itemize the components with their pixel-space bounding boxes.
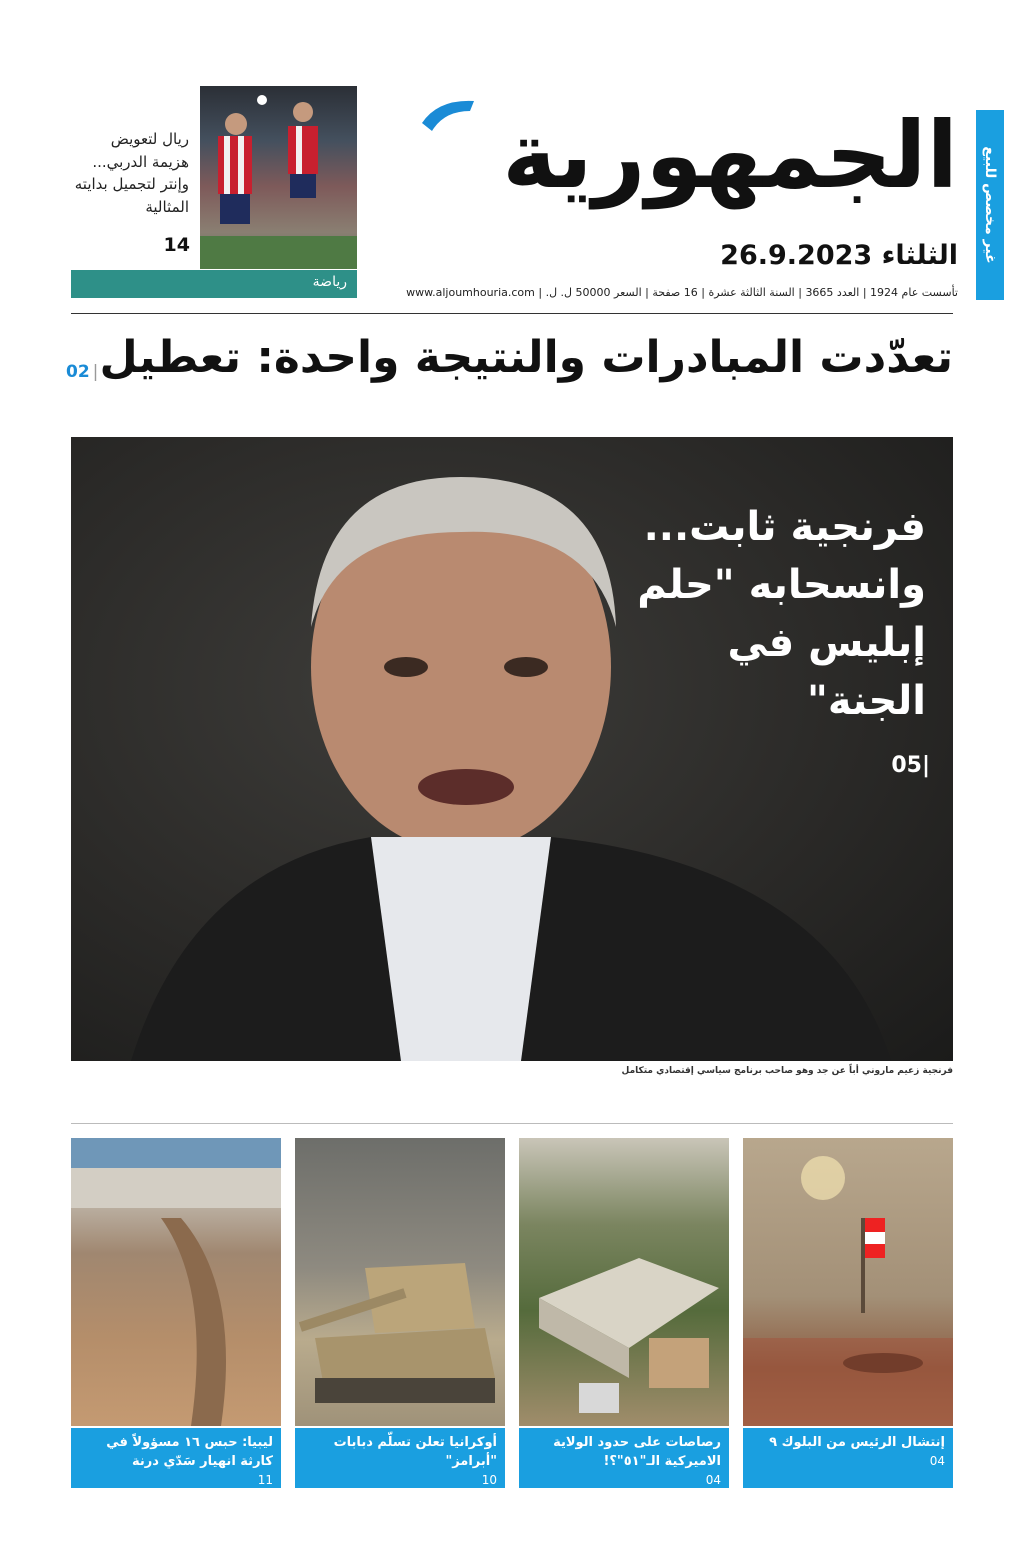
sports-teaser-text[interactable]: ريال لتعويض هزيمة الدربي... وإنتر لتجميل بدايته المثالية (74, 130, 189, 216)
card-label-3[interactable] (295, 1428, 505, 1488)
card-label-2[interactable] (519, 1428, 729, 1488)
main-story-quote[interactable]: فرنجية ثابت... وانسحابه "حلم إبليس في الجنة" (637, 504, 926, 724)
sports-photo[interactable] (200, 86, 357, 269)
card-title-3: أوكرانيا تعلن تسلّم دبابات "أبرامز" (333, 1435, 497, 1469)
logo-wordmark: الجمهورية (502, 102, 958, 209)
main-story-page: 05 (891, 753, 922, 778)
card-image-palace[interactable] (743, 1138, 953, 1426)
flood-damage-image (71, 1138, 281, 1426)
card-image-construction[interactable] (519, 1138, 729, 1426)
card-page-4: 11 (257, 1472, 273, 1487)
headline-page-ref: 02 | (66, 362, 99, 382)
card-title-4: ليبيا: حبس ١٦ مسؤولاً في كارثة انهيار سَدّي درنة (106, 1435, 273, 1469)
construction-site-image (519, 1138, 729, 1426)
football-players-image (200, 86, 357, 269)
card-page-3: 10 (481, 1472, 497, 1487)
headline-page-number: 02 (66, 362, 90, 382)
issue-date (690, 240, 958, 271)
card-page-1: 04 (929, 1453, 945, 1468)
main-headline[interactable]: تعدّدت المبادرات والنتيجة واحدة: تعطيل (99, 332, 953, 383)
sports-section-tag[interactable]: رياضة (71, 270, 357, 298)
issue-day: الثلثاء (881, 240, 958, 271)
palace-hall-image (743, 1138, 953, 1426)
sports-page-number: 14 (163, 234, 190, 256)
issue-date-number: 26.9.2023 (720, 240, 873, 271)
main-story-page-number: 05| (891, 753, 930, 778)
not-for-sale-label: غير مخصص للبيع (982, 146, 998, 264)
photo-caption: فرنجية زعيم ماروني أباً عن جد وهو صاحب برنامج سياسي إقتصادي متكامل (621, 1066, 953, 1076)
masthead-divider (71, 313, 953, 314)
logo-swoosh-icon (418, 95, 478, 135)
card-image-derna[interactable] (71, 1138, 281, 1426)
card-label-4[interactable] (71, 1428, 281, 1488)
card-image-tank[interactable] (295, 1138, 505, 1426)
card-page-2: 04 (705, 1472, 721, 1487)
issue-info-line: تأسست عام 1924 | العدد 3665 | السنة الثالثة عشرة | 16 صفحة | السعر 50000 ل. ل. | www.aljoumhouria.com (406, 286, 958, 299)
bottom-divider (71, 1123, 953, 1124)
card-title-1: إنتشال الرئيس من البلوك ٩ (769, 1435, 945, 1450)
card-title-2: رصاصات على حدود الولاية الاميركية الـ"٥١"؟! (553, 1435, 721, 1469)
masthead-logo[interactable] (418, 95, 958, 235)
tank-image (295, 1138, 505, 1426)
card-label-1[interactable] (743, 1428, 953, 1488)
not-for-sale-strip (976, 110, 1004, 300)
